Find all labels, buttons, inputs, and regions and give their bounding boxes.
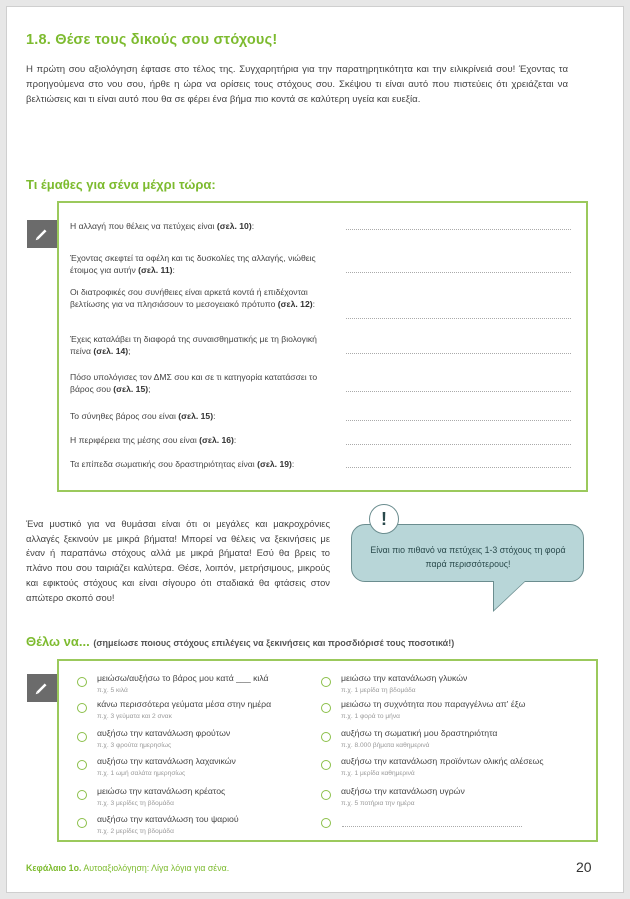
- goal-item: μειώσω/αυξήσω το βάρος μου κατά ___ κιλά π.χ. 5 κιλά: [97, 673, 269, 694]
- goal-checkbox-icon[interactable]: [77, 732, 87, 742]
- exclamation-icon: !: [369, 504, 399, 534]
- goal-item: κάνω περισσότερα γεύματα μέσα στην ημέρα π.χ. 3 γεύματα και 2 σνακ: [97, 699, 272, 720]
- question-5: Πόσο υπολόγισες τον ΔΜΣ σου και σε τι κατηγορία κατατάσσει το βάρος σου (σελ. 15);: [70, 372, 318, 394]
- goal-item: αυξήσω την κατανάλωση υγρών π.χ. 5 ποτήρια την ημέρα: [341, 786, 465, 807]
- question-7: Η περιφέρεια της μέσης σου είναι (σελ. 16):: [70, 435, 237, 445]
- question-8: Τα επίπεδα σωματικής σου δραστηριότητας είναι (σελ. 19):: [70, 459, 295, 469]
- goals-note: (σημείωσε ποιους στόχους επιλέγεις να ξεκινήσεις και προσδιόρισέ τους ποσοτικά!): [93, 638, 455, 648]
- answer-line-7[interactable]: [346, 444, 571, 445]
- bubble-tail: [494, 580, 526, 610]
- question-1: Η αλλαγή που θέλεις να πετύχεις είναι (σελ. 10):: [70, 221, 255, 231]
- goal-checkbox-icon[interactable]: [321, 732, 331, 742]
- goal-checkbox-icon[interactable]: [77, 677, 87, 687]
- goal-item: αυξήσω την κατανάλωση του ψαριού π.χ. 2 μερίδες τη βδομάδα: [97, 814, 239, 835]
- goal-checkbox-icon[interactable]: [77, 760, 87, 770]
- question-4: Έχεις καταλάβει τη διαφορά της συναισθηματικής με τη βιολογική πείνα (σελ. 14);: [70, 334, 317, 356]
- goal-checkbox-icon[interactable]: [321, 760, 331, 770]
- pencil-icon: [27, 220, 57, 248]
- goal-checkbox-icon[interactable]: [77, 818, 87, 828]
- answer-line-3[interactable]: [346, 318, 571, 319]
- goal-item: μειώσω τη συχνότητα που παραγγέλνω απ' έξω π.χ. 1 φορά το μήνα: [341, 699, 526, 720]
- goal-checkbox-icon[interactable]: [321, 677, 331, 687]
- goal-checkbox-icon[interactable]: [321, 790, 331, 800]
- goal-item: αυξήσω την κατανάλωση προϊόντων ολικής αλέσεως π.χ. 1 μερίδα καθημερινά: [341, 756, 544, 777]
- footer: Κεφάλαιο 1ο. Αυτοαξιολόγηση: Λίγα λόγια για σένα.: [26, 863, 230, 873]
- question-3: Οι διατροφικές σου συνήθειες είναι αρκετά κοντά ή επιδέχονται βελτίωσης για να πλησιάσουν το μεσογειακό πρότυπο (σελ. 12):: [70, 287, 315, 309]
- custom-goal-line[interactable]: [342, 826, 522, 827]
- answer-line-5[interactable]: [346, 391, 571, 392]
- pencil-icon: [27, 674, 57, 702]
- goal-checkbox-icon[interactable]: [77, 790, 87, 800]
- answer-line-4[interactable]: [346, 353, 571, 354]
- page-number: 20: [576, 859, 592, 875]
- answer-line-2[interactable]: [346, 272, 571, 273]
- goal-item: αυξήσω την κατανάλωση φρούτων π.χ. 3 φρούτα ημερησίως: [97, 728, 231, 749]
- goal-item: αυξήσω την κατανάλωση λαχανικών π.χ. 1 ωμή σαλάτα ημερησίως: [97, 756, 236, 777]
- intro-paragraph: Η πρώτη σου αξιολόγηση έφτασε στο τέλος της. Συγχαρητήρια για την παρατηρητικότητα και την ειλικρίνειά σου! Έχοντας τα προηγούμενα στο νου σου, ήρθε η ώρα να ορίσεις τους στόχους σου. Σκέψου τι είναι αυτό που πιστεύεις ότι χρειάζεται να βελτιώσεις και τι είναι αυτό που θα σε φέρει ένα βήμα πιο κοντά σε καλύτερη υγεία και ευεξία.: [26, 64, 568, 106]
- answer-line-8[interactable]: [346, 467, 571, 468]
- answer-line-6[interactable]: [346, 420, 571, 421]
- tip-paragraph: Ένα μυστικό για να θυμάσαι είναι ότι οι μεγάλες και μακροχρόνιες αλλαγές ξεκινούν με μικρά βήματα! Μπορεί να θέλεις να ξεκινήσεις με έναν ή παραπάνω στόχους αλλά με μικρά βήματα! Εσύ θα βρεις το πλάνο που σου ταιριάζει καλύτερα. Θέσε, λοιπόν, μετρήσιμους, μικρούς και εφικτούς στόχους και είναι σίγουρο ότι σταδιακά θα φτάσεις στον απώτερο σκοπό σου!: [26, 518, 330, 603]
- goal-checkbox-icon[interactable]: [321, 703, 331, 713]
- answer-line-1[interactable]: [346, 229, 571, 230]
- section-title: 1.8. Θέσε τους δικούς σου στόχους!: [26, 32, 278, 48]
- goal-checkbox-icon[interactable]: [321, 818, 331, 828]
- question-2: Έχοντας σκεφτεί τα οφέλη και τις δυσκολίες της αλλαγής, νιώθεις έτοιμος για αυτήν (σελ. 11):: [70, 253, 316, 275]
- bubble-text: Είναι πιο πιθανό να πετύχεις 1-3 στόχους τη φορά παρά περισσότερους!: [370, 545, 566, 569]
- goal-item: μειώσω την κατανάλωση κρέατος π.χ. 3 μερίδες τη βδομάδα: [97, 786, 226, 807]
- question-6: Το σύνηθες βάρος σου είναι (σελ. 15):: [70, 411, 216, 421]
- learned-heading: Τι έμαθες για σένα μέχρι τώρα:: [26, 177, 216, 192]
- goals-heading: Θέλω να... (σημείωσε ποιους στόχους επιλέγεις να ξεκινήσεις και προσδιόρισέ τους ποσοτικά!): [26, 634, 455, 649]
- goal-item: μειώσω την κατανάλωση γλυκών π.χ. 1 μερίδα τη βδομάδα: [341, 673, 468, 694]
- goal-item: αυξήσω τη σωματική μου δραστηριότητα π.χ. 8.000 βήματα καθημερινά: [341, 728, 498, 749]
- goal-checkbox-icon[interactable]: [77, 703, 87, 713]
